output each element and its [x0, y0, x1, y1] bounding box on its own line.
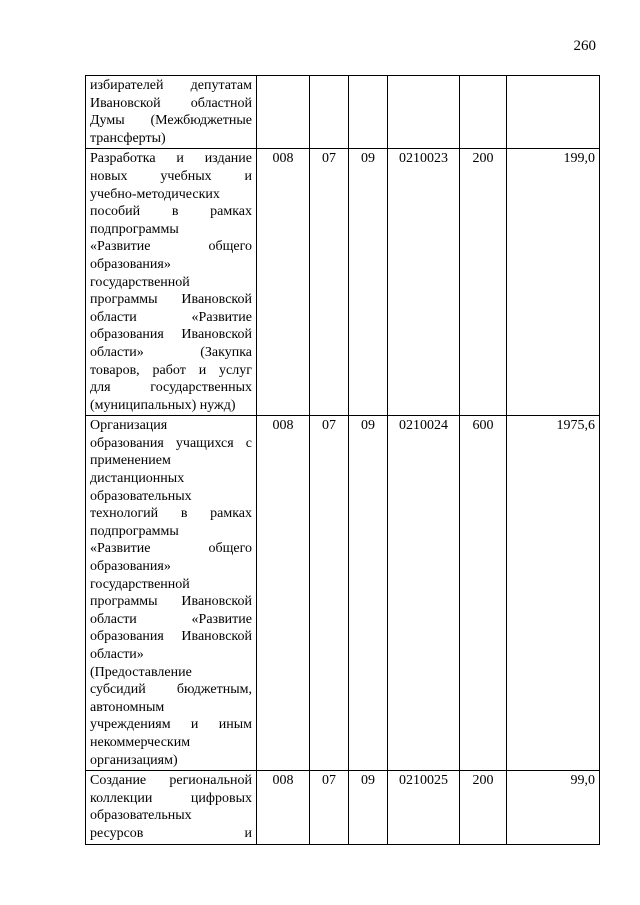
csr-cell: 0210023 — [388, 149, 460, 416]
name-line: пособий в рамках — [90, 204, 252, 220]
name-line: (Предоставление — [90, 664, 192, 680]
pr-cell: 09 — [349, 771, 388, 844]
name-line: программы Ивановской — [90, 292, 252, 308]
name-line: образования» — [90, 559, 171, 575]
name-line: образовательных — [90, 488, 192, 504]
name-line: Разработка и издание — [90, 151, 252, 167]
name-line: образования» — [90, 256, 171, 272]
name-line: области «Развитие — [90, 309, 252, 325]
sum-cell — [507, 76, 600, 149]
name-line: образования Ивановской — [90, 327, 252, 343]
ved-cell — [257, 76, 310, 149]
budget-table — [85, 75, 600, 845]
row-name-cell — [86, 771, 257, 844]
name-line: Думы (Межбюджетные — [90, 113, 252, 129]
name-line: для государственных — [90, 380, 252, 396]
name-line: области «Развитие — [90, 611, 252, 627]
rz-cell — [310, 76, 349, 149]
name-line: субсидий бюджетным, — [90, 682, 252, 698]
ved-cell: 008 — [257, 149, 310, 416]
rz-cell: 07 — [310, 416, 349, 771]
table-row — [86, 771, 600, 844]
ved-cell: 008 — [257, 416, 310, 771]
name-line: государственной — [90, 576, 190, 592]
vr-cell: 200 — [460, 771, 507, 844]
page-number: 260 — [573, 38, 596, 54]
pr-cell — [349, 76, 388, 149]
csr-cell — [388, 76, 460, 149]
row-name-cell — [86, 76, 257, 149]
sum-cell: 199,0 — [507, 149, 600, 416]
table-row — [86, 416, 600, 771]
name-line: трансферты) — [90, 130, 166, 146]
name-line: области» — [90, 647, 144, 662]
csr-cell: 0210025 — [388, 771, 460, 844]
name-line: некоммерческим — [90, 734, 191, 750]
name-line: подпрограммы — [90, 221, 179, 237]
sum-cell: 99,0 — [507, 771, 600, 844]
name-line: учреждениям и иным — [90, 717, 252, 733]
csr-cell: 0210024 — [388, 416, 460, 771]
name-line: образования Ивановской — [90, 629, 252, 645]
sum-cell: 1975,6 — [507, 416, 600, 771]
pr-cell: 09 — [349, 149, 388, 416]
name-line: ресурсов и — [90, 825, 252, 841]
table-row — [86, 149, 600, 416]
name-line: образования учащихся с — [90, 435, 252, 451]
name-line: государственной — [90, 274, 190, 290]
name-line: Ивановской областной — [90, 95, 252, 111]
row-name-cell — [86, 149, 257, 416]
name-line: программы Ивановской — [90, 594, 252, 610]
name-line: новых учебных и — [90, 168, 252, 184]
name-line: образовательных — [90, 808, 192, 824]
name-line: (муниципальных) нужд) — [90, 397, 236, 413]
name-line: коллекции цифровых — [90, 790, 252, 806]
name-line: учебно-методических — [90, 186, 220, 202]
name-line: организациям) — [90, 752, 178, 768]
rz-cell: 07 — [310, 149, 349, 416]
ved-cell: 008 — [257, 771, 310, 844]
name-line: «Развитие общего — [90, 239, 252, 255]
name-line: Организация — [90, 418, 168, 434]
row-name-cell — [86, 416, 257, 771]
name-line: технологий в рамках — [90, 506, 252, 522]
name-line: Создание региональной — [90, 773, 252, 789]
name-line: дистанционных — [90, 471, 185, 487]
pr-cell: 09 — [349, 416, 388, 771]
vr-cell: 600 — [460, 416, 507, 771]
vr-cell — [460, 76, 507, 149]
name-line: товаров, работ и услуг — [90, 362, 252, 378]
name-line: области» (Закупка — [90, 344, 252, 360]
name-line: применением — [90, 453, 171, 469]
rz-cell: 07 — [310, 771, 349, 844]
table-row — [86, 76, 600, 149]
name-line: автономным — [90, 699, 165, 715]
name-line: «Развитие общего — [90, 541, 252, 557]
name-line: избирателей депутатам — [90, 78, 252, 93]
name-line: подпрограммы — [90, 523, 179, 539]
vr-cell: 200 — [460, 149, 507, 416]
